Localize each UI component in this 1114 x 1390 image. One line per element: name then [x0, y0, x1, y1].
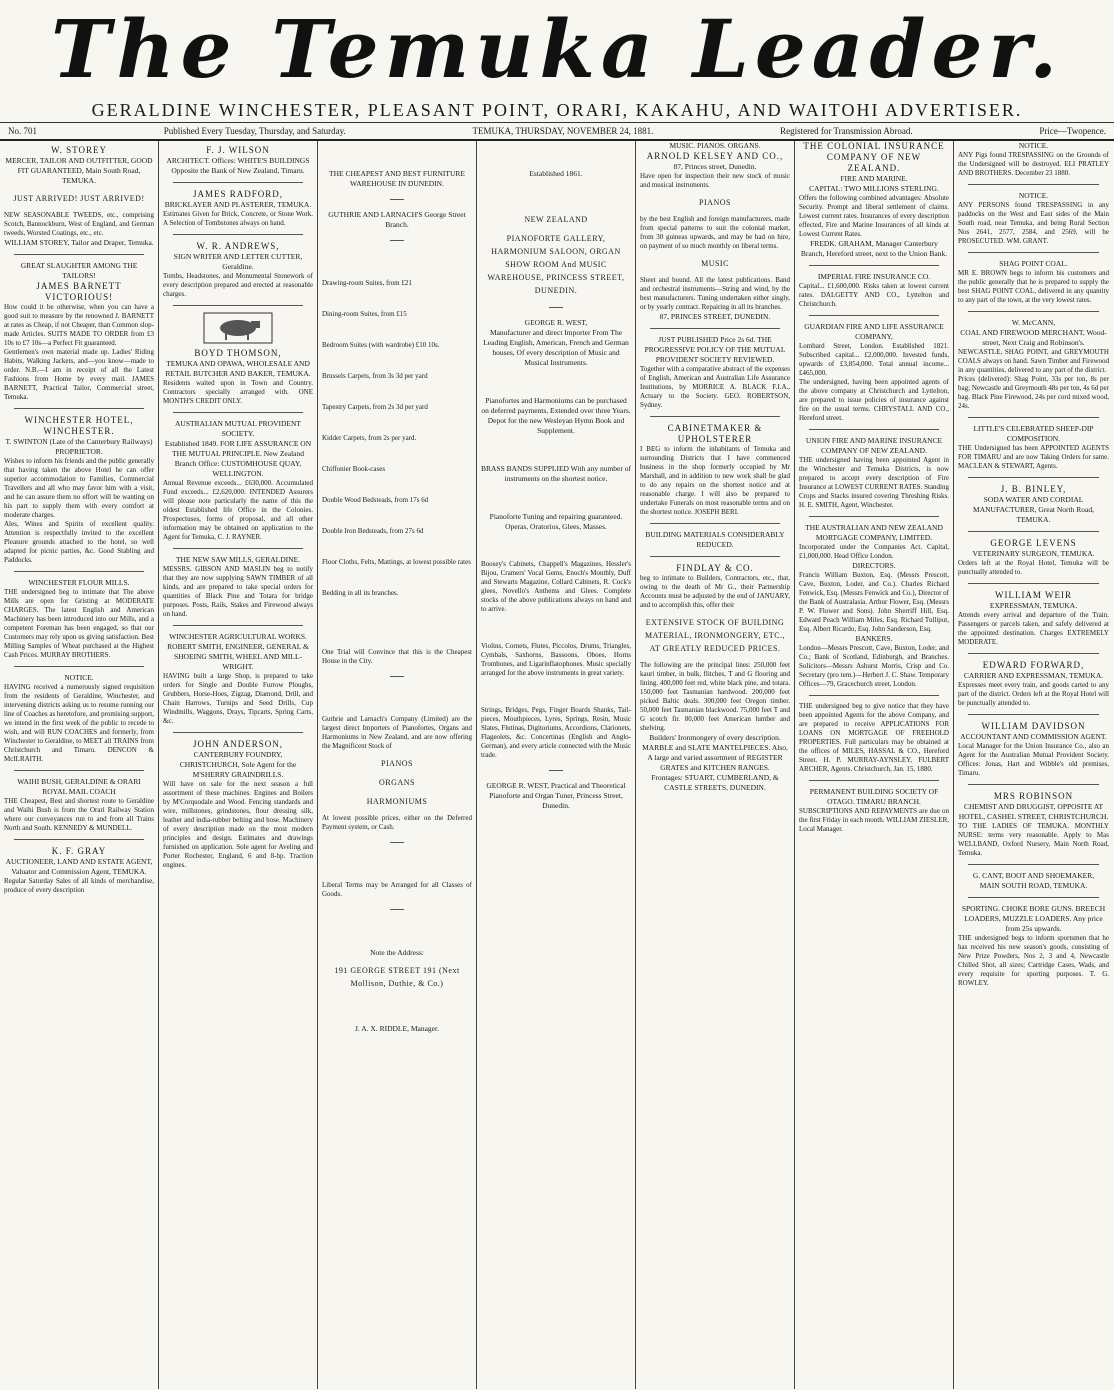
list-item: Chiffonier Book-cases [322, 465, 386, 473]
ad-saw-mills [163, 555, 313, 619]
ad-body: Incorporated under the Companies Act. Capital, £1,000,000. Head Office London. [799, 543, 949, 560]
ad-hotel [4, 415, 154, 565]
ad-subheading: SIGN WRITER AND LETTER CUTTER, Geraldine. [173, 252, 303, 271]
ad-body: The following are the principal lines: 250,000 feet kauri timber, in bulk, flitches, T and G flooring and lining. 400,000 feet red, white black pine, and totara. 150,000 feet Tasmanian hardwood. 200,000 feet picked Baltic deals. 300,000 feet Oregon timber. 50,000 feet Tasmanian blackwood. 75,000 feet T and G scotch fir. 80,000 feet American lumber and shelving. [640, 661, 790, 732]
ad-body: Will have on sale for the next season a full assortment of these machines. Engines and Boilers by M'Corquodale and Wood. Fencing standards and wire, millstones, grindstones, flour dressing silk, leather and india-rubber belting and hose. Machinery of every description made on the most modern principles and design. Estimates and drawings furnished on application. Sole agent for Aveling and Porter Rochester, England, 6 and 8-hp. Traction engines. [163, 780, 313, 869]
ad-body: Wishes to inform his friends and the public generally that having taken the above Hotel he can offer superior accommodation to Families, Commercial Travellers and all who may favor him with a visit, and he can assure them no effort will be wanting on his part to supply them with every comfort at moderate charges. [4, 457, 154, 519]
column-3 [318, 141, 477, 1389]
list-item: Double Wood Bedsteads, from 17s 6d [322, 496, 429, 504]
ad-subheading: CANTERBURY FOUNDRY, CHRISTCHURCH, Sole Agent for the M'SHERRY GRAINDRILLS. [179, 750, 297, 779]
divider [549, 307, 563, 308]
ad-body: London—Messrs Prescott, Cave, Buxton, Loder, and Co.; Bank of Scotland, Edinburgh, and Branches. Solicitors—Messrs Ashurst Morris, Crisp and Co. Secretary (pro tem.)—Herbert J. C. Shaw. Temporary Offices—79, Gracechurch street, London. [799, 644, 949, 688]
ad-body: Tombs, Headstones, and Monumental Stonework of every description prepared and erected at reasonable charges. [163, 272, 313, 298]
ad-heading: W. McCANN, [1011, 318, 1056, 327]
ad-subheading: CAPITAL: TWO MILLIONS STERLING. [809, 184, 939, 193]
ad-heading: WILLIAM WEIR [994, 590, 1073, 600]
divider [968, 184, 1099, 185]
masthead-subtitle: GERALDINE WINCHESTER, PLEASANT POINT, ORARI, KAKAHU, AND WAITOHI ADVERTISER. [91, 100, 1023, 120]
divider [968, 784, 1099, 785]
ad-subheading: 87, PRINCES STREET, DUNEDIN. [659, 312, 771, 321]
ad-heading: SPORTING. CHOKE BORE GUNS. BREECH LOADERS, MUZZLE LOADERS. Any price from 25s upwards. [961, 904, 1106, 933]
ad-subheading: CHEMIST AND DRUGGIST, OPPOSITE AT HOTEL, CASHEL STREET, CHRISTCHURCH. [958, 802, 1109, 821]
ad-body: by the best English and foreign manufacturers, made from special patterns to suit the colonial market, from 30 guineas upwards, and may be had on hire, on payment of so much monthly on liberal terms. [640, 215, 790, 250]
ad-heading: WAIHI BUSH, GERALDINE & ORARI ROYAL MAIL COACH [17, 777, 141, 796]
ad-body: THE Cheapest, Best and shortest route to Geraldine and Waihi Bush is from the Orari Railway Station where our conveyances run to and from all Trains North and South. KENNEDY & MUNDELL. [4, 797, 154, 832]
divider [968, 653, 1099, 654]
divider [173, 234, 303, 235]
ad-heading: JAMES BARNETT VICTORIOUS! [36, 281, 122, 302]
ad-heading: NEW ZEALAND [524, 215, 588, 224]
ad-body: How could it be otherwise, when you can have a good suit to measure by the renowned J. BARNETT at rates as Cheap, if not Cheaper, than Common slop-made Articles. SUITS MADE TO ORDER from £3 10s to £7 10s—a Perfect Fit guaranteed. [4, 303, 154, 347]
divider [809, 516, 939, 517]
ad-signature: J. A. X. RIDDLE, Manager. [355, 1024, 439, 1033]
divider [14, 408, 144, 409]
divider [809, 429, 939, 430]
publish-days: Published Every Tuesday, Thursday, and Saturday. [163, 126, 346, 136]
ad-subheading: CARRIER AND EXPRESSMAN, TEMUKA. [963, 671, 1104, 680]
ad-body: Ales, Wines and Spirits of excellent quality. Attention is respectfully invited to the excellent Pleasure grounds attached to the hotel, so well adapted for picnic parties, &c. Good Stabling and Paddocks. [4, 520, 154, 564]
ad-flour-mills [4, 578, 154, 660]
ad-heading: THE NEW SAW MILLS, GERALDINE. [175, 555, 301, 564]
divider [390, 676, 404, 677]
divider [650, 523, 780, 524]
ad-subheading: ACCOUNTANT AND COMMISSION AGENT. [960, 732, 1107, 741]
ad-subheading: MERCER, TAILOR AND OUTFITTER, GOOD FIT GUARANTEED, Main South Road, TEMUKA. [5, 156, 153, 185]
divider [173, 305, 303, 306]
ad-subheading: BRICKLAYER AND PLASTERER, TEMUKA. [164, 200, 312, 209]
dateline [0, 122, 1114, 141]
organs-heading: ORGANS [379, 778, 415, 787]
ad-subheading: MAIN SOUTH ROAD, TEMUKA. [979, 881, 1088, 890]
column-6 [795, 141, 954, 1389]
ad-body: At lowest possible prices, either on the Deferred Payment system, or Cash. [322, 814, 472, 831]
ad-heading: NOTICE. [1018, 191, 1049, 200]
ad-body: beg to intimate to Builders, Contractors, etc., that, owing to the death of Mr G., their Partnership Accounts must be adjusted by the end of JANUARY, and to accomplish this, offer their [640, 574, 790, 609]
ad-subheading: DIRECTORS. [852, 561, 896, 570]
ad-heading: NOTICE. [1018, 141, 1049, 150]
divider [968, 311, 1099, 312]
ad-body: Expresses meet every train, and goods carted to any part of the district. Orders left at the Royal Hotel will be punctually attended to. [958, 681, 1109, 707]
ad-subheading: Established 1861. [529, 169, 583, 178]
ad-body: Orders left at the Royal Hotel, Temuka will be punctually attended to. [958, 559, 1109, 576]
ad-coach-notice [4, 673, 154, 764]
ad-heading: K. F. GRAY [51, 846, 107, 856]
ad-subheading: Note the Address: [370, 948, 424, 957]
column-5 [636, 141, 795, 1389]
ad-heading: LITTLE'S CELEBRATED SHEEP-DIP COMPOSITION. [973, 424, 1094, 443]
ad-body: I BEG to inform the inhabitants of Temuka and surrounding Districts that I have commenced business in the shop formerly occupied by Mr Marshall, and in addition to new work shall be glad to do any repairs on the shortest notice and at reasonable charge. I will also be prepared to undertake Funerals on most reasonable terms and on the shortest notice. JOSEPH BERI. [640, 445, 790, 516]
ad-heading: W. R. ANDREWS, [196, 241, 280, 251]
ad-body: Have open for inspection their new stock of music and musical instruments. [640, 172, 790, 189]
divider [390, 842, 404, 843]
ad-body: MESSRS. GIBSON AND MASLIN beg to notify that they are now supplying SAWN TIMBER of all kinds, and are prepared to take special orders for quantities of Black Pine and Totara for bridge purposes. Posts, Rails, Stakes and Firewood always on hand. [163, 565, 313, 618]
ad-heading: BUILDING MATERIALS CONSIDERABLY REDUCED. [645, 530, 785, 549]
list-item: Tapestry Carpets, from 2s 3d per yard [322, 403, 428, 411]
ad-thomson [163, 312, 313, 406]
ad-heading: G. CANT, BOOT AND SHOEMAKER, [972, 871, 1095, 880]
ad-line: JUST ARRIVED! JUST ARRIVED! [13, 194, 145, 203]
list-item: Floor Cloths, Felts, Mattings, at lowest possible rates [322, 558, 471, 566]
ad-body: Residents waited upon in Town and Country. Contractors specially arranged with. ONE MONTH'S CREDIT ONLY. [163, 379, 313, 405]
ad-body: ANY PERSONS found TRESPASSING in any paddocks on the West and East sides of the Main South road, near Temuka, and being Rural Section Nos 2641, 2577, 2584, and 2569, will be PROSECUTED. WM. GRANT. [958, 201, 1109, 245]
divider [173, 625, 303, 626]
ad-body: Prices (delivered): Shag Point, 33s per ton, 8s per bag; Newcastle and Greymouth 48s per ton, 4s 6d per bag. Black Pine Firewood, 24s per cord mixed wood, 24s. [958, 375, 1109, 410]
ad-heading: WINCHESTER HOTEL, WINCHESTER. [24, 415, 134, 436]
ad-subheading: TEMUKA AND OPAWA, WHOLESALE AND RETAIL BUTCHER AND BAKER, TEMUKA. [165, 359, 311, 378]
column-4 [477, 141, 636, 1389]
ad-body: ANY Pigs found TRESPASSING on the Grounds of the Undersigned will be destroyed. ELI PRATLEY AND BROTHERS. December 23 1880. [958, 151, 1109, 177]
ad-body: Regular Saturday Sales of all kinds of merchandise, produce of every description [4, 877, 154, 894]
price: Price—Twopence. [1039, 126, 1106, 136]
ad-body: Local Manager for the Union Insurance Co., also an Agent for the Australian Mutual Provident Society. Offices: Jonas, Hart and Wibble's old premises, Timaru. [958, 742, 1109, 777]
ad-body: Together with a comparative abstract of the expenses of English, American and Australian Life Assurance Institutions, by MORRICE A. BLACK F.I.A., Actuary to the Society. GEO. ROBERTSON, Sydney. [640, 365, 790, 409]
divider [968, 864, 1099, 865]
ad-subheading: VETERINARY SURGEON, TEMUKA. [972, 549, 1095, 558]
ad-heading: JUST PUBLISHED Price 2s 6d. THE PROGRESSIVE POLICY OF THE MUTUAL PROVIDENT SOCIETY REVIEWED. [644, 335, 786, 364]
list-item: Brussels Carpets, from 3s 3d per yard [322, 372, 428, 380]
harmoniums-heading: HARMONIUMS [366, 797, 428, 806]
ad-heading: WINCHESTER FLOUR MILLS. [28, 578, 130, 587]
ad-heading: SHAG POINT COAL. [999, 259, 1068, 268]
ad-subheading: EXTENSIVE STOCK OF BUILDING MATERIAL, IRONMONGERY, ETC., AT GREATLY REDUCED PRICES. [644, 618, 786, 653]
ad-body: THE undersigned having been appointed Agent in the Winchester and Temuka Districts, is now prepared to accept every description of Fire Insurance at LOWEST CURRENT RATES. Standing Crops and Stacks insured covering Threshing Risks. H. E. SMITH, Agent, Winchester. [799, 456, 949, 509]
issue-number: No. 701 [8, 126, 37, 136]
ad-subheading: AUCTIONEER, LAND AND ESTATE AGENT, Valuator and Commission Agent, TEMUKA. [5, 857, 153, 876]
ad-subheading: ARCHITECT. Offices: WHITE'S BUILDINGS Opposite the Bank of New Zealand, Timaru. [166, 156, 310, 175]
furniture-list [322, 279, 472, 598]
ad-body: SUBSCRIPTIONS AND REPAYMENTS are due on the first Friday in each month. WILLIAM ZIESLER, Local Manager. [799, 807, 949, 833]
ad-waihi-coach [4, 777, 154, 833]
divider [968, 583, 1099, 584]
ad-signature: FREDK. GRAHAM, Manager Canterbury Branch, Hereford street, next to the Union Bank. [800, 239, 948, 258]
column-2 [159, 141, 318, 1389]
ad-subheading: GREAT SLAUGHTER AMONG THE TAILORS! [20, 261, 138, 280]
ad-body: THE undersigned beg to intimate that The above Mills are open for Gristing at MODERATE CHARGES. The latest English and American Machinery has been introduced into our Mills, and a competent Foreman has been engaged, so that our Customers may rely upon us giving satisfaction. Best Milling Samples of Wheat purchased at the Highest Cash Prices. MURRAY BROTHERS. [4, 588, 154, 659]
ad-subheading: GUTHRIE AND LARNACH'S George Street Branch. [328, 210, 466, 229]
list-item: Dining-room Suites, from £15 [322, 310, 407, 318]
masthead-title: The Temuka Leader. [50, 2, 1064, 96]
ad-smith [163, 632, 313, 726]
masthead [0, 0, 1114, 98]
divider [14, 666, 144, 667]
ad-heading: PERMANENT BUILDING SOCIETY OF OTAGO. TIMARU BRANCH. [809, 787, 939, 806]
divider [14, 254, 144, 255]
ad-signature: WILLIAM STOREY, Tailor and Draper, Temuka. [4, 238, 154, 247]
divider [173, 412, 303, 413]
ad-body: THE Undersigned has been APPOINTED AGENTS FOR TIMARU and are now Taking Orders for same. MACLEAN & STEWART, Agents. [958, 444, 1109, 470]
ad-body: HAVING received a numerously signed requisition from the residents of Geraldine, Winchester, and intervening districts asking us to resume running our line of Coaches as heretofore, and promising support, we intend in the first week of the public to recede to wish, and will RUN COACHES and formerly, from Winchester to Geraldine, to MEET all TRAINS from Christchurch and Timaru. DENCON & McILRAITH. [4, 683, 154, 763]
divider [968, 714, 1099, 715]
address: 191 GEORGE STREET 191 (Next Mollison, Duthie, & Co.) [334, 966, 460, 988]
ad-body: THE undersigned beg to give notice that they have been appointed Agents for the above Company, and are prepared to receive APPLICATIONS FOR LOANS ON MORTGAGE OF FREEHOLD PROPERTIES. Full particulars may be obtained at the offices of MILES, HASSAL & CO., Hereford Street. H. P. MURRAY-AYNSLEY, FULBERT ARCHER, Agents. Christchurch, Jan. 15, 1880. [799, 702, 949, 773]
ad-body: THE undersigned begs to inform sportsmen that he has received his new season's goods, consisting of New Prize Powders, Nos 2, 3 and 4, Newcastle Chilled Shot, all sizes; Cartridge Cases, Wads, and every requisite for sporting purposes. T. G. ROWLEY. [958, 934, 1109, 987]
ad-body: NEW SEASONABLE TWEEDS, etc., comprising Scotch, Bannockburn, West of England, and German tweeds, Worsted Coatings, etc., etc. [4, 211, 154, 237]
divider [968, 477, 1099, 478]
ad-heading: PIANOS [699, 198, 731, 207]
ad-subheading: FIRE AND MARINE. [840, 174, 908, 183]
divider [968, 252, 1099, 253]
divider [650, 328, 780, 329]
ad-andrews [163, 241, 313, 299]
registered-note: Registered for Transmission Abroad. [780, 126, 913, 136]
ad-heading: AUSTRALIAN MUTUAL PROVIDENT SOCIETY. [175, 419, 301, 438]
divider [14, 839, 144, 840]
ad-heading: MUSIC [701, 259, 729, 268]
divider [14, 770, 144, 771]
ad-heading: GEORGE LEVENS [990, 538, 1077, 548]
ad-storey [4, 145, 154, 248]
divider [173, 732, 303, 733]
list-item: Kidder Carpets, from 2s per yard. [322, 434, 417, 442]
ad-heading: PIANOFORTE GALLERY, HARMONIUM SALOON, ORGAN SHOW ROOM And MUSIC WAREHOUSE, PRINCESS STREET, DUNEDIN. [487, 234, 625, 295]
ad-heading: JOHN ANDERSON, [192, 739, 283, 749]
ad-heading: IMPERIAL FIRE INSURANCE CO. [817, 272, 931, 281]
list-item: Drawing-room Suites, from £21 [322, 279, 412, 287]
ad-subheading: 87, Princes street, Dunedin. [673, 162, 757, 171]
ad-signature: GEORGE R. WEST, Practical and Theoretical Pianoforte and Organ Tuner, Princess Street, Dunedin. [486, 781, 626, 810]
ad-body: Guthrie and Larnach's Company (Limited) are the largest direct Importers of Pianofortes, Organs and Harmoniums in New Zealand, and are now offering the Magnificent Stock of [322, 715, 472, 750]
ad-body: NEWCASTLE, SHAG POINT, and GREYMOUTH COALS always on hand. Sawn Timber and Firewood in any quantities, delivered to any part of the district. [958, 348, 1109, 374]
ad-body: Pianofortes and Harmoniums can be purchased on deferred payments, Extended over three Years. Depot for the new Wesleyan Hymn Book and Supplement. [481, 396, 631, 435]
ad-body: Pianoforte Tuning and repairing guaranteed. Operas, Oratorios, Glees, Masses. [489, 512, 623, 531]
ad-body: MR E. BROWN begs to inform his customers and the public generally that he is prepared to supply the best SHAG POINT COAL, delivered in any quantity to any part of the town, at the very lowest rates. [958, 269, 1109, 304]
ad-heading: NOTICE. [64, 673, 94, 682]
ad-body: Lombard Street, London. Established 1821. Subscribed capital... £2,000,000. Invested funds, upwards of £3,854,000. Total annual income... £465,000. [799, 342, 949, 377]
ad-heading: WILLIAM DAVIDSON [981, 721, 1086, 731]
ad-heading: J. B. BINLEY, [1000, 484, 1067, 494]
ad-subheading: Manufacturer and direct Importer From The Leading English, American, French and German houses, Of every description of Music and Musical Instruments. [483, 328, 629, 367]
ad-subheading: Builders' Ironmongery of every description. MARBLE and SLATE MANTELPIECES. Also, A large and varied assortment of REGISTER GRATES and KITCHEN RANGES. [642, 733, 788, 772]
ad-heading: MUSIC. PIANOS. ORGANS. [669, 141, 761, 150]
ad-body: Capital... £1,600,000. Risks taken at lowest current rates. DALGETTY AND CO., Lyttelton and Christchurch. [799, 282, 949, 308]
ad-heading: F. J. WILSON [206, 145, 270, 155]
divider [173, 182, 303, 183]
ad-heading: WINCHESTER AGRICULTURAL WORKS. [169, 632, 307, 641]
divider [809, 265, 939, 266]
ad-body: Annual Revenue exceeds... £630,000. Accumulated Fund exceeds... £2,620,000. INTENDED Assurers will please note particularly the name of this the oldest Established life Office in the Colonies. Prospectuses, forms of proposal, and all other information may be obtained on application to the Agent for Temuka, C. J. RAYNER. [163, 479, 313, 541]
ad-body: Violins, Cornets, Flutes, Piccolos, Drums, Triangles, Cymbals, Saxhorns, Bassoons, Oboes, Horns Trombones, and Ligarinflatophones. Music specially arranged for the above instruments in great variety. [481, 642, 631, 677]
ad-amp [163, 419, 313, 542]
ad-heading: UNION FIRE AND MARINE INSURANCE COMPANY OF NEW ZEALAND. [805, 436, 943, 455]
list-item: Bedding in all its branches. [322, 589, 399, 597]
ad-body: The undersigned, having been appointed agents of the above company at Christchurch and Lyttelton, are prepared to issue policies of insurance against fire on the usual terms. CHRYSTALL AND CO., Hereford street. [799, 378, 949, 422]
ad-body: Attends every arrival and departure of the Train. Passengers or parcels taken, and safely delivered at the appointed destination. Charges EXTREMELY MODERATE. [958, 611, 1109, 646]
ad-body: TO THE LADIES OF TEMUKA. MONTHLY NURSE: terms very reasonable. Apply to Mas WELLBAND, Oxford Nursery, Main North Road, Temuka. [958, 822, 1109, 857]
ad-body: Boosey's Cabinets, Chappell's Magazines, Hessler's Bijou, Cramers' Vocal Gems, Enoch's Monthly, Duff and Stewarts Magazine, Collard Cabinets, R. Cock's glees, Novello's Anthems and Glees. Complete stocks of the above publications always on hand and to arrive. [481, 560, 631, 613]
ad-signature: Frontages: STUART, CUMBERLAND, & CASTLE STREETS, DUNEDIN. [651, 773, 779, 792]
ad-body: Offers the following combined advantages: Absolute Security. Prompt and liberal settlement of claims. Lowest current rates. Insurances of every description effected, Fire and Marine Insurances of all kinds at Lowest Current Rates. [799, 194, 949, 238]
issue-date: TEMUKA, THURSDAY, NOVEMBER 24, 1881. [472, 126, 654, 136]
divider [390, 909, 404, 910]
divider [809, 315, 939, 316]
ad-subheading: Established 1849. FOR LIFE ASSURANCE ON THE MUTUAL PRINCIPLE. New Zealand Branch Office: CUSTOMHOUSE QUAY, WELLINGTON. [164, 439, 312, 478]
ad-subheading: BANKERS. [855, 634, 893, 643]
ad-body: HAVING built a large Shop, is prepared to take orders for Single and Double Furrow Ploughs, Grubbers, Horse-Hoes, Zigzag, Diamond, Drill, and Chain Harrows, Turnips and Seed Drills, Cup Windmills, Waggons, Drays, Tipcarts, Spring Carts, &c. [163, 672, 313, 725]
ad-heading: BOYD THOMSON, [194, 348, 282, 358]
ad-subheading: COAL AND FIREWOOD MERCHANT, Wood-street, Next Craig and Robinson's. [960, 328, 1107, 347]
ad-body: Sheet and bound. All the latest publications. Band and orchestral instruments—String and wind, by the best manufacturers. Tuning undertaken either singly, or by yearly contract. Repairing in all its branches. [640, 276, 790, 311]
ad-heading: JAMES RADFORD, [192, 189, 284, 199]
ad-gray [4, 846, 154, 895]
divider [968, 531, 1099, 532]
ad-body: One Trial will Convince that this is the Cheapest House in the City. [322, 648, 472, 665]
divider [809, 780, 939, 781]
divider [968, 417, 1099, 418]
divider [650, 416, 780, 417]
ad-barnett [4, 261, 154, 402]
columns [0, 141, 1114, 1389]
ad-heading: FINDLAY & CO. [676, 563, 754, 573]
list-item: Bedroom Suites (with wardrobe) £10 10s. [322, 341, 440, 349]
ad-subheading: ROBERT SMITH, ENGINEER, GENERAL & SHOEING SMITH, WHEEL AND MILL-WRIGHT. [167, 642, 309, 671]
ad-subheading: EXPRESSMAN, TEMUKA. [989, 601, 1078, 610]
ad-heading: THE AUSTRALIAN AND NEW ZEALAND MORTGAGE COMPANY, LIMITED. [805, 523, 943, 542]
ad-heading: ARNOLD KELSEY AND CO., [646, 151, 784, 161]
cow-icon [203, 312, 273, 344]
ad-anderson [163, 739, 313, 870]
ad-heading: CABINETMAKER & UPHOLSTERER [667, 423, 763, 444]
column-7 [954, 141, 1113, 1389]
ad-heading: THE CHEAPEST AND BEST FURNITURE WAREHOUSE IN DUNEDIN. [329, 169, 465, 188]
divider [549, 770, 563, 771]
ad-heading: GUARDIAN FIRE AND LIFE ASSURANCE COMPANY, [804, 322, 944, 341]
ad-body: Gentlemen's own material made up. Ladies' Riding Habits, Walking Jackets, and—you know—made to order. N.B.—I am in receipt of all the Latest Fashions from Home by every mail. JAMES BARNETT, Practical Tailor, Commercial street, Temuka. [4, 348, 154, 401]
ad-subheading: T. SWINTON (Late of the Canterbury Railways) PROPRIETOR. [5, 437, 153, 456]
ad-subheading: SODA WATER AND CORDIAL MANUFACTURER, Great North Road, TEMUKA. [973, 495, 1094, 524]
ad-body: Francis William Buxton, Esq. (Messrs Prescott, Cave, Buxton, Loder, and Co.). Charles Richard Fenwick, Esq. (Messrs Fenwick and Co.), Director of the Bank of Australasia. Arthur Flower, Esq. (Messrs P. W. Flower and Sons). John Sherriff Hill, Esq. Edward Peach William Miles, Esq. Richard Tulliput, Esq. Albert Ricardo, Esq. John Sanderson, Esq. [799, 571, 949, 633]
divider [390, 199, 404, 200]
divider [650, 556, 780, 557]
ad-body: Liberal Terms may be Arranged for all Classes of Goods. [322, 881, 472, 898]
divider [390, 240, 404, 241]
ad-wilson [163, 145, 313, 176]
ad-heading: W. STOREY [50, 145, 107, 155]
ad-heading: MRS ROBINSON [993, 791, 1074, 801]
ad-heading: THE COLONIAL INSURANCE COMPANY OF NEW ZEALAND. [803, 141, 945, 173]
column-1 [0, 141, 159, 1389]
divider [968, 897, 1099, 898]
ad-body: Estimates Given for Brick, Concrete, or Stone Work. A Selection of Tombstones always on hand. [163, 210, 313, 227]
list-item: Double Iron Bedsteads, from 27s 6d [322, 527, 424, 535]
divider [14, 571, 144, 572]
divider [173, 548, 303, 549]
ad-body: Strings, Bridges, Pegs, Finger Boards Shanks, Tail-pieces, Mouthpieces, Lyres, Springs, Resin, Music Slates, Flutinas, Digitoriums, Accordions, Clarionets, Flageolets, &c. Concertinas (English and Anglo-German), and every article connected with the Music trade. [481, 706, 631, 759]
pianos-heading: PIANOS [381, 759, 413, 768]
ad-heading: GEORGE R. WEST, [524, 318, 588, 327]
ad-body: BRASS BANDS SUPPLIED With any number of instruments on the shortest notice. [481, 464, 631, 483]
ad-heading: EDWARD FORWARD, [982, 660, 1085, 670]
ad-radford [163, 189, 313, 228]
divider [809, 695, 939, 696]
